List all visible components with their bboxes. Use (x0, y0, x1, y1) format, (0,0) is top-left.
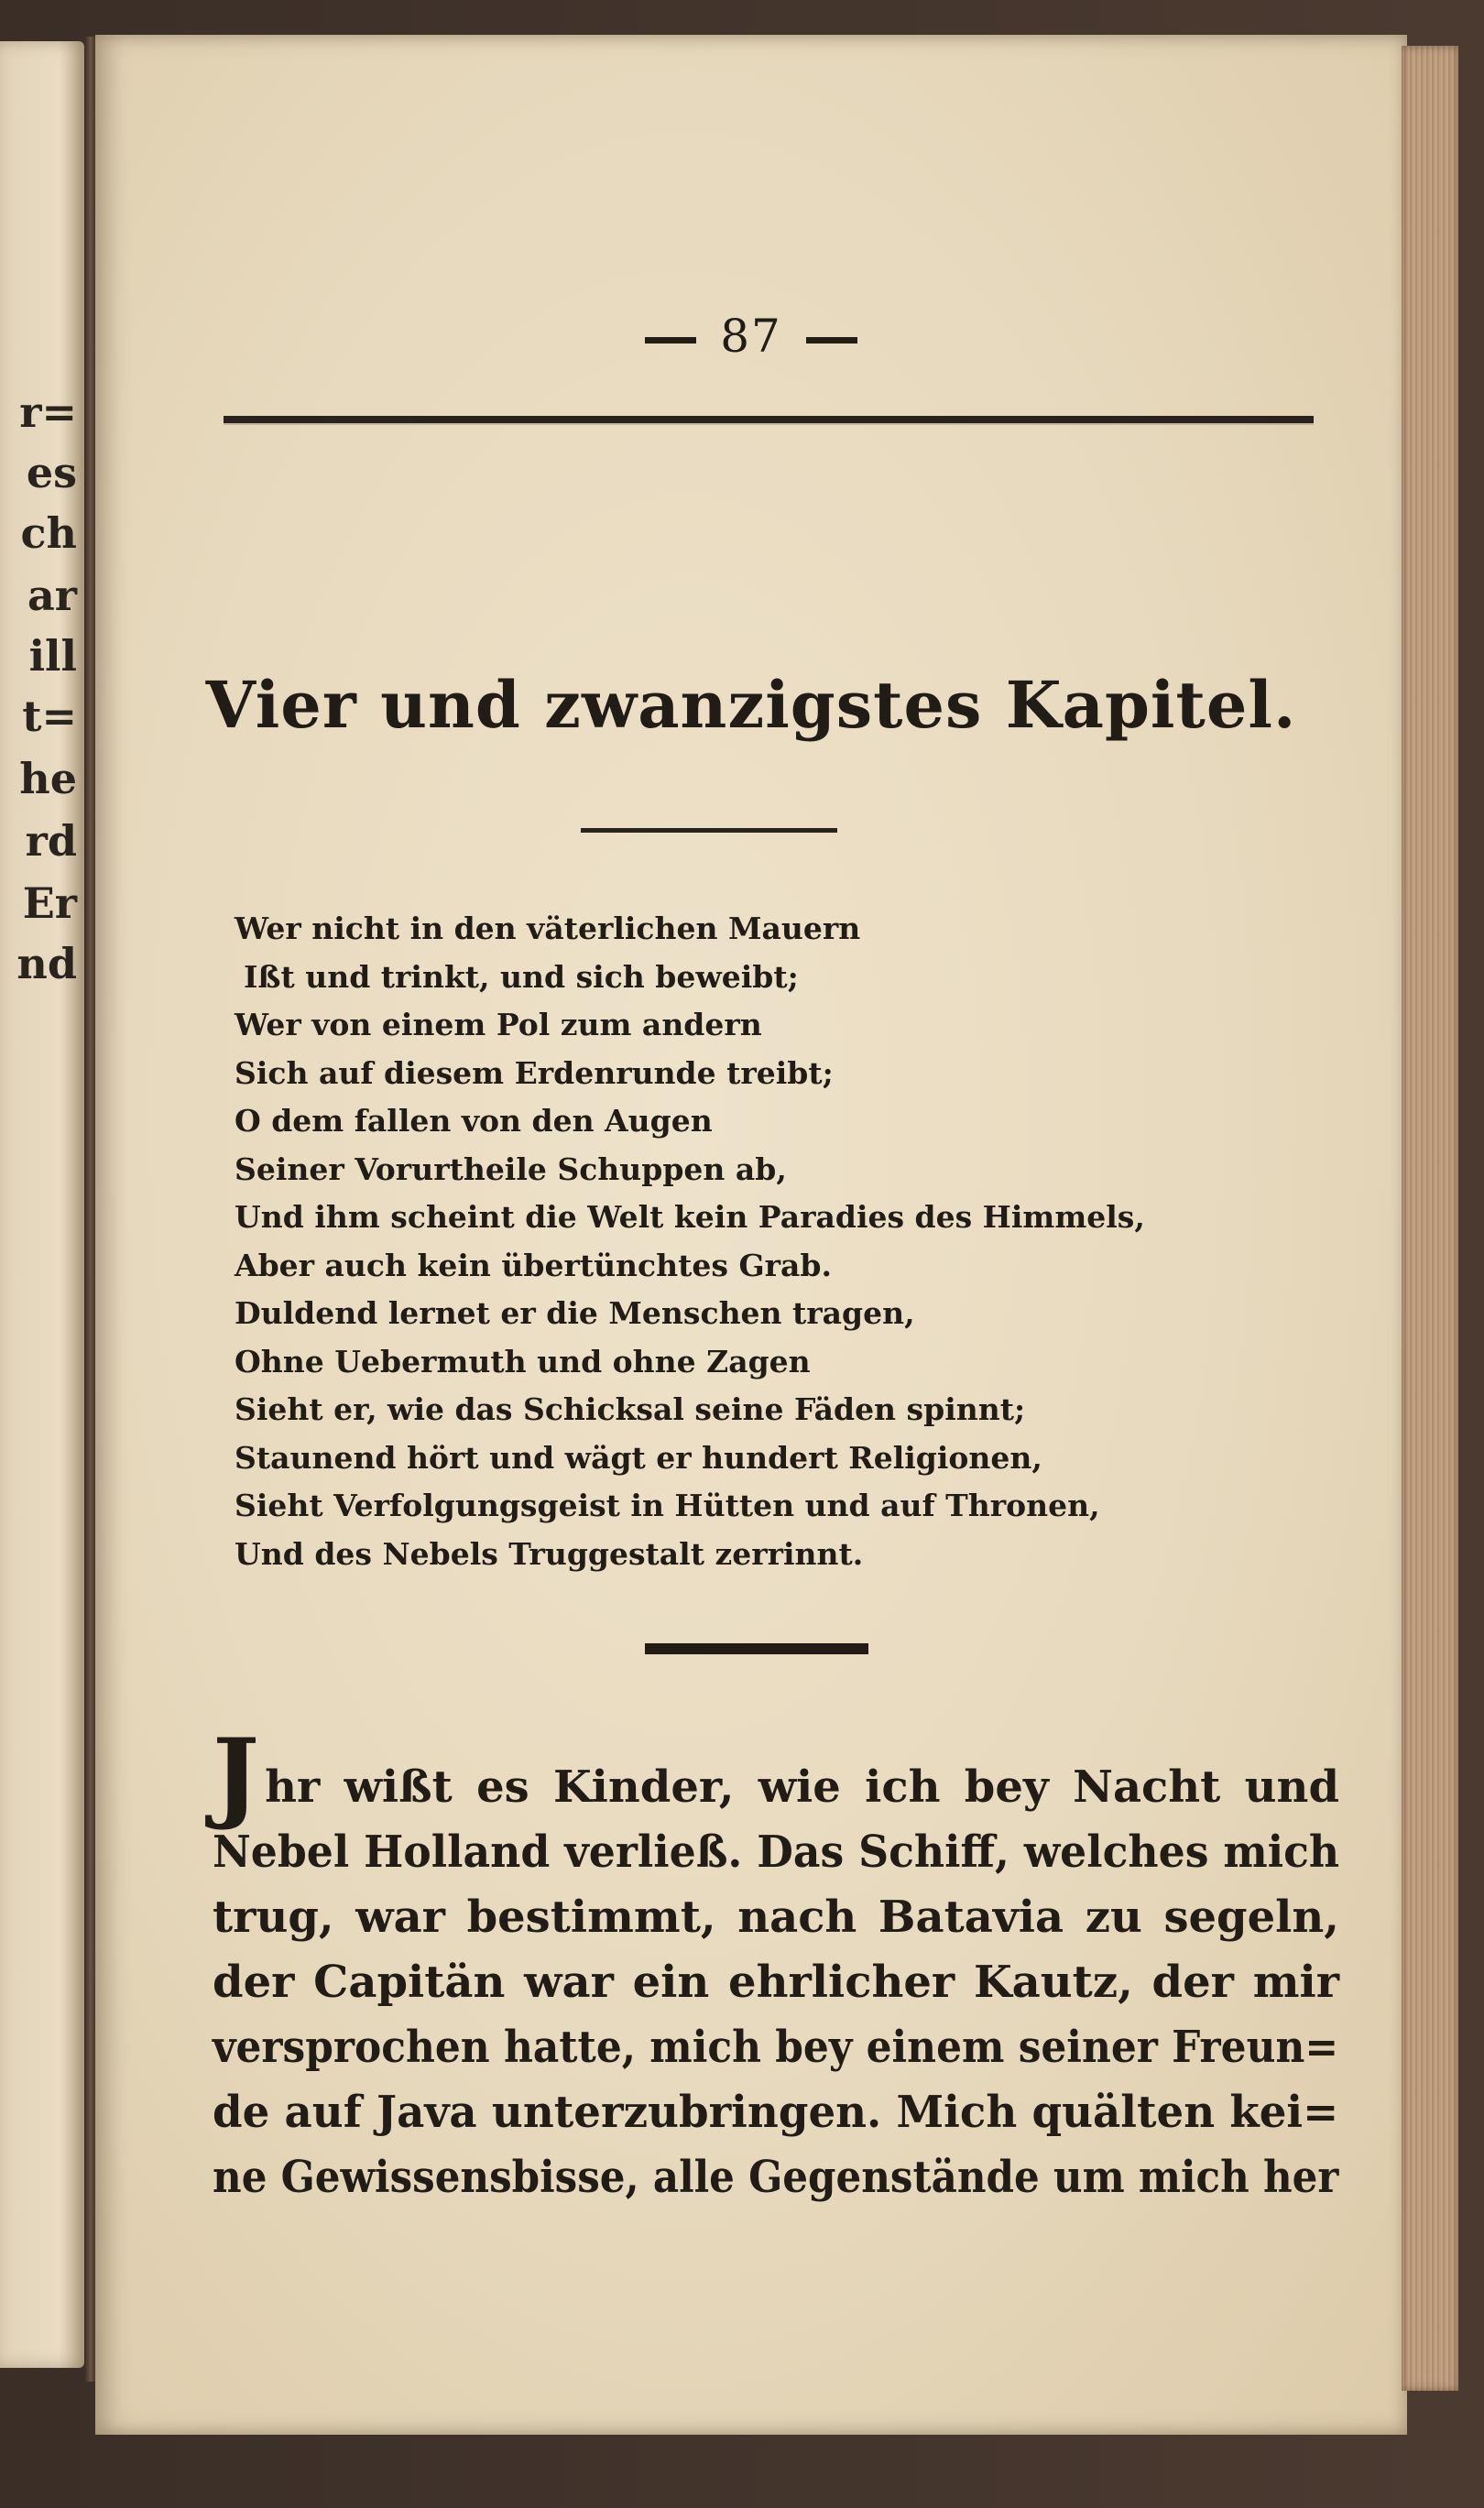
poem-line: Und des Nebels Truggestalt zerrinnt. (235, 1535, 864, 1572)
poem-line: Ohne Uebermuth und ohne Zagen (235, 1343, 811, 1379)
poem-line: Wer nicht in den väterlichen Mauern (235, 911, 861, 946)
prose-line: ne Gewissensbisse, alle Gegenstände um mich her (213, 2152, 1339, 2203)
page-number-dash (806, 337, 857, 343)
prose-line: der Capitän war ein ehrlicher Kautz, der mir (213, 1957, 1339, 2008)
poem-line: Sieht Verfolgungsgeist in Hütten und auf Thronen, (235, 1488, 1100, 1523)
left-page-fragment: t= (22, 692, 77, 741)
poem-line: Sieht er, wie das Schicksal seine Fäden spinnt; (235, 1391, 1026, 1427)
poem-line: Ißt und trinkt, und sich beweibt; (244, 958, 799, 995)
page-number-dash (645, 337, 696, 343)
prose-line: de auf Java unterzubringen. Mich quälten kei= (213, 2087, 1339, 2138)
left-page-fragment: nd (16, 939, 77, 988)
poem-line: Staunend hört und wägt er hundert Religionen, (235, 1439, 1042, 1476)
poem-line: Duldend lernet er die Menschen tragen, (235, 1295, 915, 1331)
left-page-fragment: ch (20, 508, 77, 558)
poem-line: Aber auch kein übertünchtes Grab. (235, 1247, 832, 1283)
title-rule (581, 828, 837, 833)
poem-line: O dem fallen von den Augen (235, 1103, 713, 1139)
poem (235, 905, 1279, 1578)
book-page (95, 35, 1407, 2435)
left-page-fragment: he (19, 754, 77, 803)
page-edges (1402, 46, 1458, 2391)
poem-line: Seiner Vorurtheile Schuppen ab, (235, 1150, 787, 1187)
left-page-fragment: ill (28, 631, 77, 681)
page-content (95, 35, 1407, 2435)
prose-line: Nebel Holland verließ. Das Schiff, welches mich (213, 1826, 1340, 1878)
prose-line (213, 1717, 1339, 1833)
section-divider (645, 1643, 868, 1654)
header-rule (224, 416, 1314, 423)
dropcap: J (213, 1717, 260, 1833)
poem-line: Sich auf diesem Erdenrunde treibt; (235, 1054, 834, 1091)
left-facing-page (0, 41, 84, 2368)
page-number (95, 310, 1407, 363)
page-number-value: 87 (720, 310, 782, 363)
poem-line: Wer von einem Pol zum andern (235, 1007, 762, 1042)
prose-line: trug, war bestimmt, nach Batavia zu segeln, (213, 1892, 1339, 1943)
left-page-fragment: es (26, 448, 77, 497)
prose-line-text: hr wißt es Kinder, wie ich bey Nacht und (265, 1761, 1339, 1813)
prose-paragraph (213, 1717, 1340, 2210)
prose-line: versprochen hatte, mich bey einem seiner Freun= (213, 2022, 1339, 2073)
poem-line: Und ihm scheint die Welt kein Paradies des Himmels, (235, 1199, 1145, 1235)
left-page-fragment: r= (19, 387, 77, 437)
left-page-fragment: ar (27, 571, 77, 620)
chapter-title: Vier und zwanzigstes Kapitel. (205, 667, 1297, 743)
left-page-fragment: rd (25, 816, 77, 866)
left-page-fragment: Er (22, 878, 77, 928)
